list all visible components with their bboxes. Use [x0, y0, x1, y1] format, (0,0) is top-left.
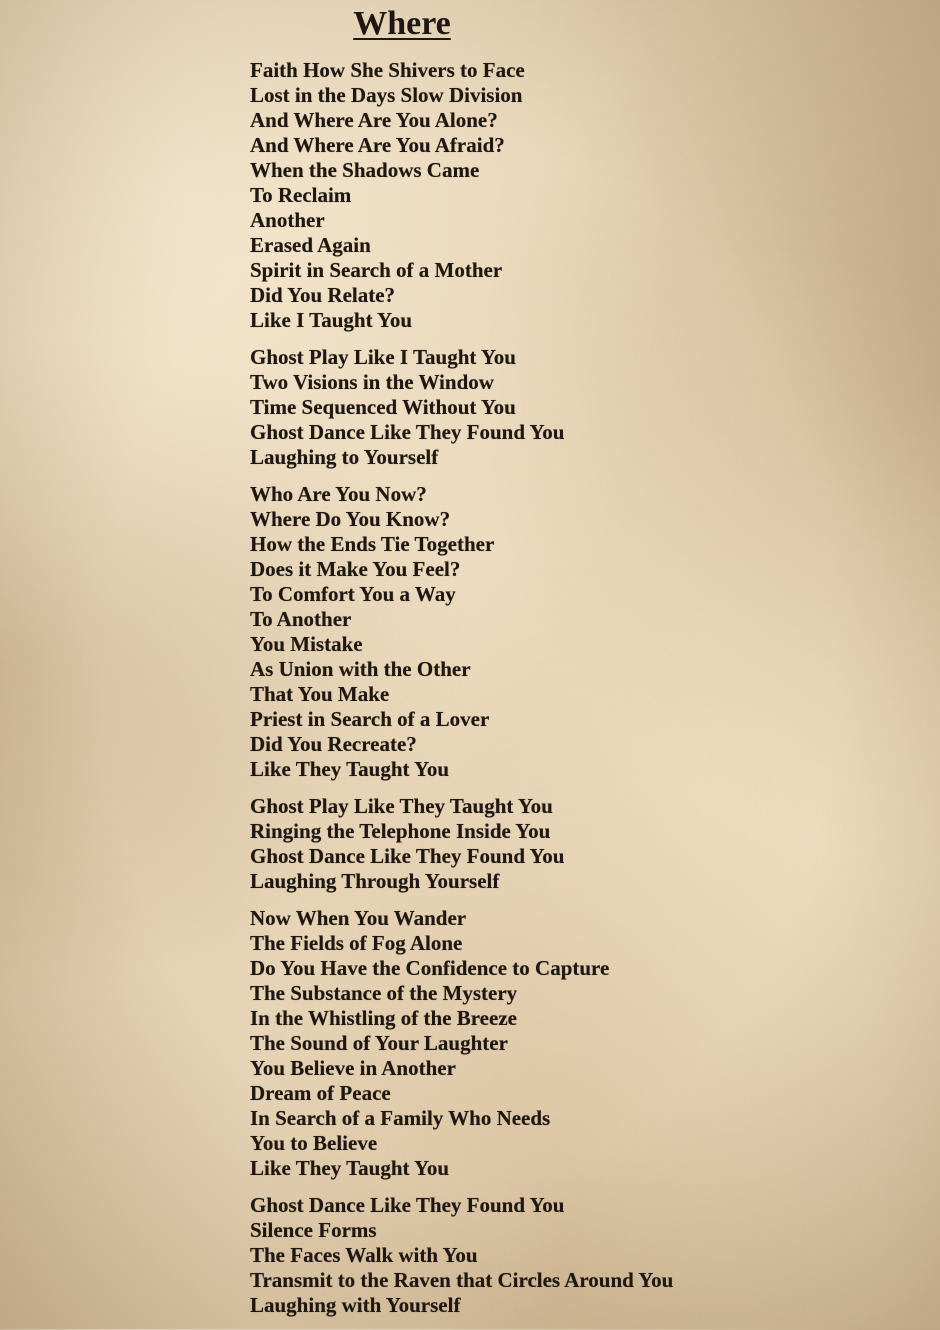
poem-title: Where	[353, 5, 451, 42]
stanza-2	[250, 345, 910, 470]
poem-line: Silence Forms	[250, 1218, 377, 1242]
poem-line: Spirit in Search of a Mother	[250, 258, 503, 282]
poem-line: Laughing Through Yourself	[250, 869, 500, 893]
poem-line: Did You Recreate?	[250, 732, 417, 756]
poem-line: Did You Relate?	[250, 283, 396, 307]
poem-line: Another	[250, 208, 325, 232]
poem-line: That You Make	[250, 682, 390, 706]
poem-line: Ghost Dance Like They Found You	[250, 420, 565, 444]
poem-line: Do You Have the Confidence to Capture	[250, 956, 610, 980]
poem-line: You Believe in Another	[250, 1056, 456, 1080]
poem-line: The Faces Walk with You	[250, 1243, 478, 1267]
poem-line: To Comfort You a Way	[250, 582, 456, 606]
poem-line: In Search of a Family Who Needs	[250, 1106, 551, 1130]
poem-line: When the Shadows Came	[250, 158, 480, 182]
poem-line: Ghost Play Like I Taught You	[250, 345, 516, 369]
stanza-5	[250, 906, 910, 1181]
poem-line: Faith How She Shivers to Face	[250, 58, 525, 82]
poem-line: You Mistake	[250, 632, 363, 656]
poem-line: Who Are You Now?	[250, 482, 427, 506]
poem-line: Ghost Dance Like They Found You	[250, 844, 565, 868]
poem-line: In the Whistling of the Breeze	[250, 1006, 517, 1030]
poem-line: The Fields of Fog Alone	[250, 931, 463, 955]
poem-line: You to Believe	[250, 1131, 378, 1155]
poem-line: How the Ends Tie Together	[250, 532, 495, 556]
poem-line: Like I Taught You	[250, 308, 413, 332]
poem-line: Time Sequenced Without You	[250, 395, 516, 419]
poem-line: As Union with the Other	[250, 657, 471, 681]
stanza-4	[250, 794, 910, 894]
poem-line: Like They Taught You	[250, 757, 450, 781]
poem-line: Where Do You Know?	[250, 507, 451, 531]
poem-line: Priest in Search of a Lover	[250, 707, 490, 731]
poem-line: To Reclaim	[250, 183, 352, 207]
poem-line: Like They Taught You	[250, 1156, 450, 1180]
poem-line: Dream of Peace	[250, 1081, 391, 1105]
poem-line: Erased Again	[250, 233, 371, 257]
stanza-6	[250, 1193, 910, 1318]
poem-line: The Sound of Your Laughter	[250, 1031, 508, 1055]
poem-line: Laughing to Yourself	[250, 445, 439, 469]
poem-line: To Another	[250, 607, 352, 631]
poem-line: Two Visions in the Window	[250, 370, 494, 394]
poem-line: And Where Are You Alone?	[250, 108, 498, 132]
poem-line: The Substance of the Mystery	[250, 981, 518, 1005]
poem-line: Ghost Play Like They Taught You	[250, 794, 553, 818]
poem-line: Laughing with Yourself	[250, 1293, 461, 1317]
poem-line: And Where Are You Afraid?	[250, 133, 505, 157]
poem-body	[250, 58, 910, 1330]
stanza-3	[250, 482, 910, 782]
poem-line: Ghost Dance Like They Found You	[250, 1193, 565, 1217]
poem-line: Transmit to the Raven that Circles Around You	[250, 1268, 674, 1292]
poem-line: Does it Make You Feel?	[250, 557, 461, 581]
stanza-1	[250, 58, 910, 333]
poem-line: Ringing the Telephone Inside You	[250, 819, 551, 843]
poem-line: Lost in the Days Slow Division	[250, 83, 523, 107]
poem-line: Now When You Wander	[250, 906, 467, 930]
